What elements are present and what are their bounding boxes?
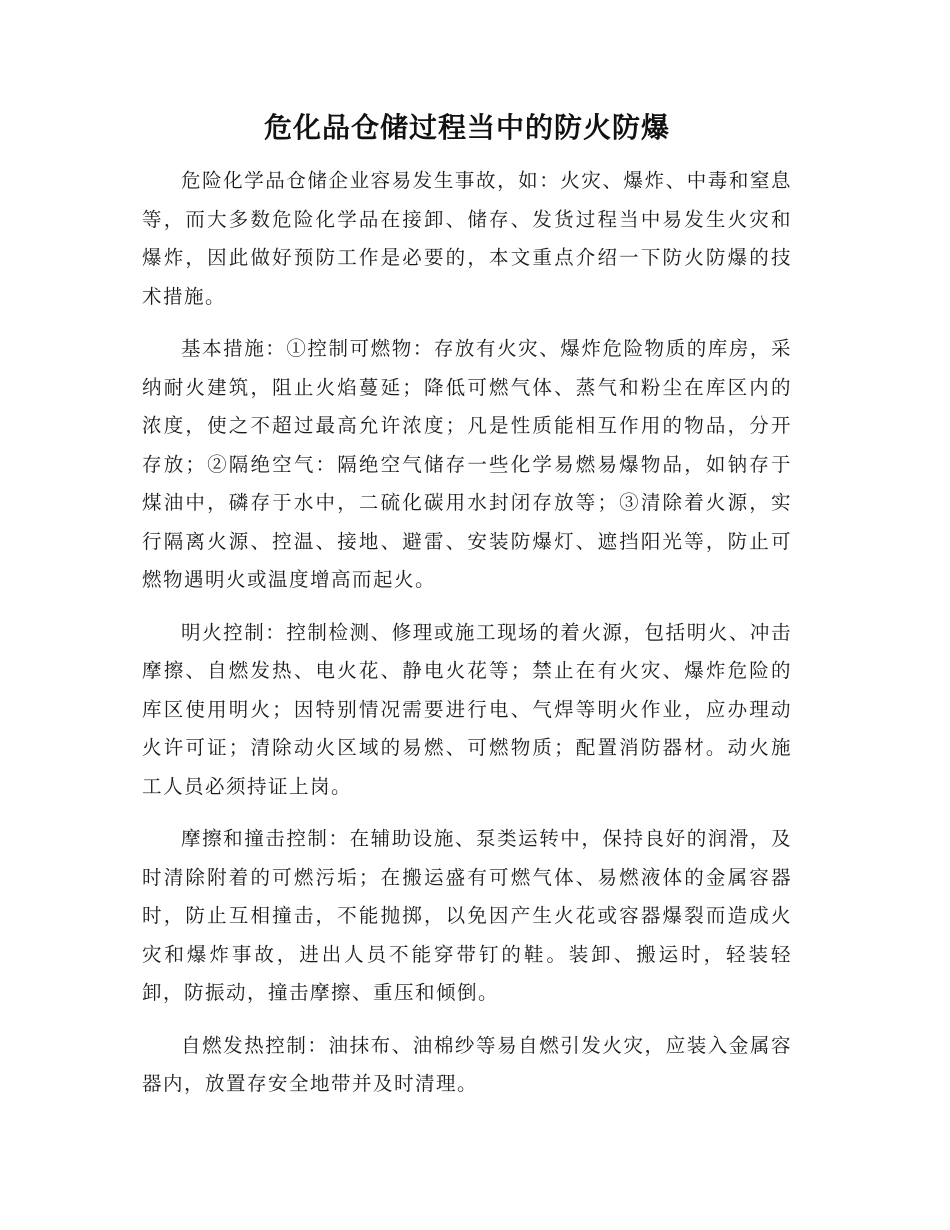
paragraph-spontaneous-heating-control: 自燃发热控制：油抹布、油棉纱等易自燃引发火灾，应装入金属容器内，放置存安全地带并及时清理。 xyxy=(142,1033,792,1095)
paragraph-intro: 危险化学品仓储企业容易发生事故，如：火灾、爆炸、中毒和窒息等，而大多数危险化学品在接卸、储存、发货过程当中易发生火灾和爆炸，因此做好预防工作是必要的，本文重点介绍一下防火防爆的技术措施。 xyxy=(142,169,792,308)
document-title: 危化品仓储过程当中的防火防爆 xyxy=(263,111,670,144)
paragraph-friction-impact-control: 摩擦和撞击控制：在辅助设施、泵类运转中，保持良好的润滑，及时清除附着的可燃污垢；在搬运盛有可燃气体、易燃液体的金属容器时，防止互相撞击，不能抛掷，以免因产生火花或容器爆裂而造成火灾和爆炸事故，进出人员不能穿带钉的鞋。装卸、搬运时，轻装轻卸，防振动，撞击摩擦、重压和倾倒。 xyxy=(142,827,792,1004)
paragraph-basic-measures: 基本措施：①控制可燃物：存放有火灾、爆炸危险物质的库房，采纳耐火建筑，阻止火焰蔓延；降低可燃气体、蒸气和粉尘在库区内的浓度，使之不超过最高允许浓度；凡是性质能相互作用的物品，分开存放；②隔绝空气：隔绝空气储存一些化学易燃易爆物品，如钠存于煤油中，磷存于水中，二硫化碳用水封闭存放等；③清除着火源，实行隔离火源、控温、接地、避雷、安装防爆灯、遮挡阳光等，防止可燃物遇明火或温度增高而起火。 xyxy=(142,337,792,591)
paragraph-open-fire-control: 明火控制：控制检测、修理或施工现场的着火源，包括明火、冲击摩擦、自燃发热、电火花、静电火花等；禁止在有火灾、爆炸危险的库区使用明火；因特别情况需要进行电、气焊等明火作业，应办理动火许可证；清除动火区域的易燃、可燃物质；配置消防器材。动火施工人员必须持证上岗。 xyxy=(142,620,792,798)
